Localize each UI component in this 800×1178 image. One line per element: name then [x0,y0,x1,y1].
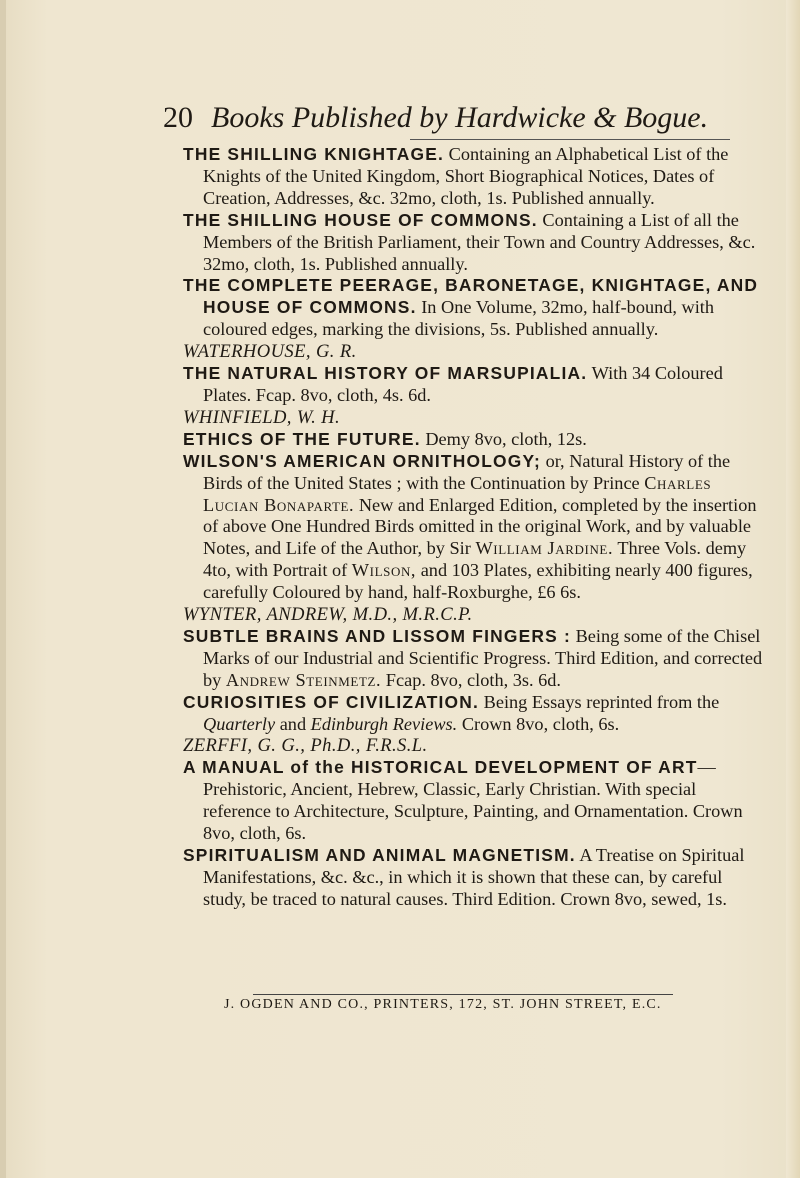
catalogue-entry-shilling-house-of-commons [183,210,765,276]
entry-description-part: Fcap. 8vo, cloth, 3s. 6d. [385,669,561,690]
person-name: Charles Lucian Bonaparte. [203,472,712,515]
entry-title: SUBTLE BRAINS AND LISSOM FINGERS : [183,625,571,646]
entry-description-part: and 103 Plates, exhibiting nearly 400 figures, carefully Coloured by hand, half-Roxburghe, £6 6s. [203,560,753,603]
author-heading-waterhouse: WATERHOUSE, G. R. [183,341,357,363]
entry-description: —Prehistoric, Ancient, Hebrew, Classic, Early Christian. With special reference to Architecture, Sculpture, Painting, and Ornamentation. Crown 8vo, cloth, 6s. [203,757,743,844]
author-heading-zerffi: ZERFFI, G. G., Ph.D., F.R.S.L. [183,735,428,757]
running-title: Books Published by Hardwicke & Bogue. [211,101,709,134]
entry-title: SPIRITUALISM AND ANIMAL MAGNETISM. [183,845,576,865]
header-rule [410,139,730,140]
entry-description-part: and [279,713,307,734]
printer-imprint: J. OGDEN AND CO., PRINTERS, 172, ST. JOHN STREET, E.C. [224,997,662,1012]
entry-title: THE SHILLING HOUSE OF COMMONS. [183,209,538,230]
entry-description-part: or, Natural History of the Birds of the United States ; with the Continuation by Prince [203,450,731,493]
catalogue-listing [183,144,765,911]
catalogue-entry-marsupialia [183,363,765,407]
catalogue-entry-shilling-knightage [183,144,765,210]
author-heading-wynter: WYNTER, ANDREW, M.D., M.R.C.P. [183,604,473,626]
entry-title: THE SHILLING KNIGHTAGE. [183,144,445,164]
entry-description: With 34 Coloured Plates. Fcap. 8vo, cloth, 4s. 6d. [203,363,723,405]
page-outer-edge [786,0,800,1178]
footer-rule [253,994,673,995]
catalogue-entry-curiosities-of-civilization [183,692,765,736]
catalogue-entry-ethics-of-the-future [183,429,765,451]
entry-title: ETHICS OF THE FUTURE. [183,428,421,449]
page-number: 20 [163,101,193,134]
running-header [163,101,763,135]
entry-title: THE COMPLETE PEERAGE, BARONETAGE, KNIGHTAGE, AND HOUSE OF COMMONS. [183,275,759,318]
entry-description: Containing a List of all the Members of the British Parliament, their Town and Country Addresses, &c. 32mo, cloth, 1s. Published annually. [203,209,756,274]
entry-title: CURIOSITIES OF CIVILIZATION. [183,691,480,712]
entry-title: WILSON'S AMERICAN ORNITHOLOGY; [183,450,541,471]
entry-description-part: Being Essays reprinted from the [483,691,720,712]
entry-description: Containing an Alphabetical List of the Knights of the United Kingdom, Short Biographical Notices, Dates of Creation, Addresses, &c. 32mo, cloth, 1s. Published annually. [203,144,729,208]
catalogue-entry-subtle-brains [183,626,765,692]
entry-description: Demy 8vo, cloth, 12s. [425,428,587,449]
entry-description-part: Three Vols. demy 4to, with Portrait of [203,538,747,581]
person-name: William Jardine. [475,538,614,559]
person-name: Wilson, [351,560,417,581]
entry-description-part: Crown 8vo, cloth, 6s. [461,713,620,734]
entry-title: THE NATURAL HISTORY OF MARSUPIALIA. [183,363,588,384]
catalogue-entry-wilsons-ornithology [183,451,765,604]
catalogue-entry-manual-historical-development-art [183,757,765,845]
entry-title: A MANUAL of the HISTORICAL DEVELOPMENT OF ART [183,757,698,778]
author-heading-whinfield: WHINFIELD, W. H. [183,406,341,428]
periodical-title: Edinburgh Reviews. [310,713,458,734]
catalogue-entry-complete-peerage [183,275,765,341]
entry-description: In One Volume, 32mo, half-bound, with coloured edges, marking the divisions, 5s. Published annually. [203,297,715,340]
entry-description-part: New and Enlarged Edition, completed by the insertion of above One Hundred Birds omitted in the original Work, and by valuable Notes, and Life of the Author, by Sir [203,494,757,559]
person-name: Andrew Steinmetz. [225,669,382,690]
catalogue-entry-spiritualism [183,845,765,911]
page-binding-edge [0,0,6,1178]
periodical-title: Quarterly [203,713,276,734]
entry-description-part: Being some of the Chisel Marks of our Industrial and Scientific Progress. Third Edition, and corrected by [203,625,763,690]
entry-description: A Treatise on Spiritual Manifestations, &c. &c., in which it is shown that these can, by careful study, be traced to natural causes. Third Edition. Crown 8vo, sewed, 1s. [203,845,745,909]
